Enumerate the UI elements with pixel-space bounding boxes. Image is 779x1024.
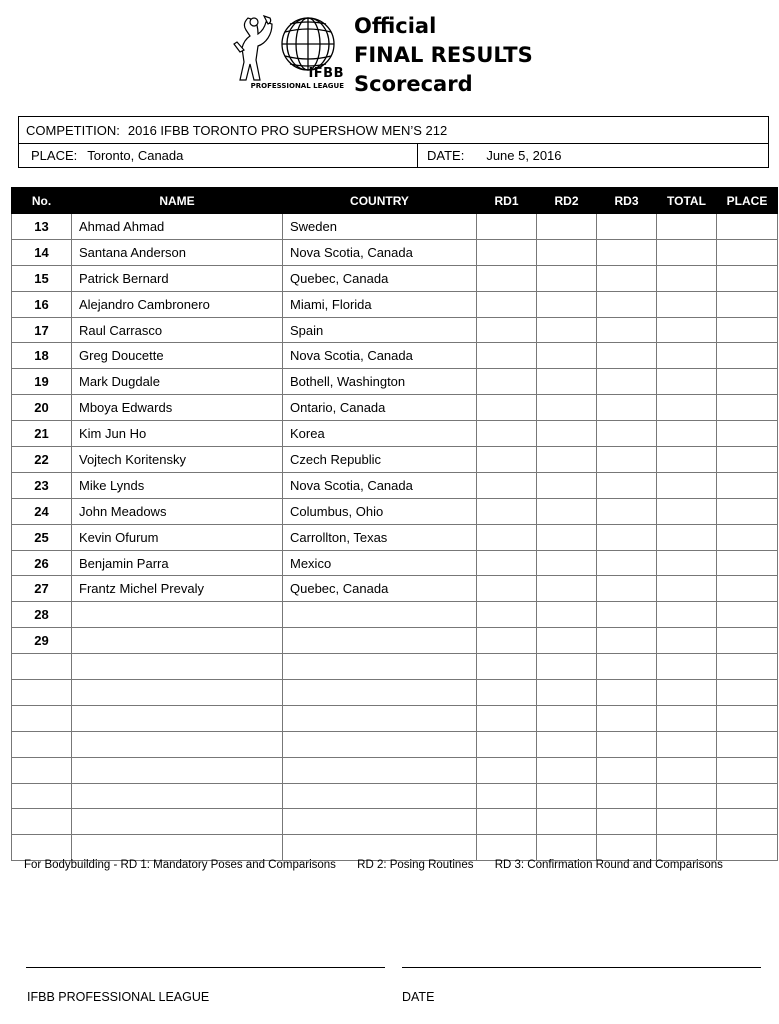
competitor-name: Kevin Ofurum <box>72 524 283 550</box>
score-place <box>717 291 778 317</box>
competitor-country <box>283 705 477 731</box>
competitor-name: Frantz Michel Prevaly <box>72 576 283 602</box>
date-value: June 5, 2016 <box>486 148 562 163</box>
competitor-number: 17 <box>12 317 72 343</box>
score-rd3 <box>597 550 657 576</box>
competitor-name: Santana Anderson <box>72 239 283 265</box>
score-total <box>657 757 717 783</box>
competitor-country: Bothell, Washington <box>283 369 477 395</box>
competitor-country: Ontario, Canada <box>283 395 477 421</box>
score-total <box>657 421 717 447</box>
competitor-number <box>12 783 72 809</box>
score-rd2 <box>537 214 597 240</box>
score-rd1 <box>477 395 537 421</box>
competitor-country: Korea <box>283 421 477 447</box>
score-rd2 <box>537 291 597 317</box>
score-total <box>657 783 717 809</box>
score-rd3 <box>597 809 657 835</box>
logo-league: PROFESSIONAL LEAGUE <box>250 82 344 90</box>
score-place <box>717 705 778 731</box>
score-total <box>657 265 717 291</box>
table-row <box>12 239 778 265</box>
score-rd1 <box>477 809 537 835</box>
score-rd2 <box>537 550 597 576</box>
table-row <box>12 783 778 809</box>
competitor-country: Nova Scotia, Canada <box>283 239 477 265</box>
score-rd2 <box>537 680 597 706</box>
score-rd3 <box>597 239 657 265</box>
competitor-number: 26 <box>12 550 72 576</box>
col-country: COUNTRY <box>283 188 477 214</box>
competitor-country <box>283 602 477 628</box>
score-total <box>657 524 717 550</box>
competitor-name <box>72 731 283 757</box>
score-rd1 <box>477 576 537 602</box>
score-rd2 <box>537 628 597 654</box>
score-rd1 <box>477 680 537 706</box>
score-rd3 <box>597 447 657 473</box>
score-total <box>657 835 717 861</box>
score-total <box>657 447 717 473</box>
score-rd2 <box>537 602 597 628</box>
table-row <box>12 317 778 343</box>
competitor-country: Nova Scotia, Canada <box>283 472 477 498</box>
score-total <box>657 214 717 240</box>
table-row <box>12 731 778 757</box>
score-rd1 <box>477 498 537 524</box>
col-no: No. <box>12 188 72 214</box>
score-rd1 <box>477 343 537 369</box>
score-rd3 <box>597 214 657 240</box>
score-rd1 <box>477 783 537 809</box>
col-rd3: RD3 <box>597 188 657 214</box>
footnote-rd2: RD 2: Posing Routines <box>357 859 474 871</box>
score-rd1 <box>477 524 537 550</box>
score-rd1 <box>477 291 537 317</box>
score-place <box>717 680 778 706</box>
competitor-name <box>72 680 283 706</box>
score-rd2 <box>537 705 597 731</box>
table-row <box>12 705 778 731</box>
table-row <box>12 835 778 861</box>
table-row <box>12 602 778 628</box>
competitor-number <box>12 705 72 731</box>
score-rd2 <box>537 317 597 343</box>
title-line-2: FINAL RESULTS <box>354 43 533 67</box>
globe-icon <box>282 18 334 70</box>
table-row <box>12 343 778 369</box>
score-rd3 <box>597 731 657 757</box>
score-place <box>717 472 778 498</box>
table-row <box>12 628 778 654</box>
competitor-name: Raul Carrasco <box>72 317 283 343</box>
competitor-number: 14 <box>12 239 72 265</box>
title-line-1: Official <box>354 14 437 38</box>
competitor-name: Greg Doucette <box>72 343 283 369</box>
table-row <box>12 214 778 240</box>
competitor-name: Mike Lynds <box>72 472 283 498</box>
col-name: NAME <box>72 188 283 214</box>
score-rd3 <box>597 317 657 343</box>
score-place <box>717 654 778 680</box>
score-place <box>717 498 778 524</box>
score-rd2 <box>537 809 597 835</box>
table-row <box>12 550 778 576</box>
table-row <box>12 395 778 421</box>
score-rd3 <box>597 576 657 602</box>
score-rd2 <box>537 343 597 369</box>
competitor-number <box>12 835 72 861</box>
competitor-name: Alejandro Cambronero <box>72 291 283 317</box>
score-rd3 <box>597 835 657 861</box>
score-total <box>657 498 717 524</box>
score-rd1 <box>477 705 537 731</box>
score-place <box>717 835 778 861</box>
score-rd2 <box>537 835 597 861</box>
score-total <box>657 680 717 706</box>
score-rd2 <box>537 395 597 421</box>
score-rd3 <box>597 524 657 550</box>
score-rd1 <box>477 447 537 473</box>
score-total <box>657 731 717 757</box>
competitor-country: Columbus, Ohio <box>283 498 477 524</box>
score-rd3 <box>597 343 657 369</box>
score-rd1 <box>477 472 537 498</box>
competitor-name <box>72 705 283 731</box>
results-table <box>11 187 778 861</box>
score-rd1 <box>477 214 537 240</box>
score-rd1 <box>477 835 537 861</box>
score-rd3 <box>597 654 657 680</box>
score-rd1 <box>477 239 537 265</box>
place-date-row <box>19 143 768 168</box>
score-total <box>657 395 717 421</box>
competitor-country: Sweden <box>283 214 477 240</box>
col-place: PLACE <box>717 188 778 214</box>
table-row <box>12 369 778 395</box>
score-place <box>717 421 778 447</box>
score-total <box>657 576 717 602</box>
score-place <box>717 757 778 783</box>
competitor-number: 16 <box>12 291 72 317</box>
competitor-country: Mexico <box>283 550 477 576</box>
place-value: Toronto, Canada <box>87 148 184 163</box>
table-row <box>12 472 778 498</box>
score-rd2 <box>537 447 597 473</box>
competitor-country <box>283 680 477 706</box>
table-row <box>12 265 778 291</box>
score-rd3 <box>597 472 657 498</box>
logo-brand: IFBB <box>308 66 344 81</box>
score-rd2 <box>537 369 597 395</box>
score-rd1 <box>477 317 537 343</box>
competitor-name <box>72 757 283 783</box>
table-row <box>12 757 778 783</box>
competitor-number: 13 <box>12 214 72 240</box>
score-rd3 <box>597 680 657 706</box>
competitor-name <box>72 783 283 809</box>
competitor-number: 18 <box>12 343 72 369</box>
competitor-number: 23 <box>12 472 72 498</box>
signature-label-right: DATE <box>402 990 435 1004</box>
score-rd3 <box>597 291 657 317</box>
score-rd2 <box>537 576 597 602</box>
competitor-name <box>72 654 283 680</box>
competitor-name: Patrick Bernard <box>72 265 283 291</box>
score-rd2 <box>537 498 597 524</box>
competitor-number: 21 <box>12 421 72 447</box>
competitor-country: Nova Scotia, Canada <box>283 343 477 369</box>
score-rd3 <box>597 369 657 395</box>
table-row <box>12 447 778 473</box>
score-rd2 <box>537 654 597 680</box>
competitor-name <box>72 628 283 654</box>
score-rd3 <box>597 705 657 731</box>
score-place <box>717 265 778 291</box>
competitor-country <box>283 731 477 757</box>
score-rd1 <box>477 731 537 757</box>
table-row <box>12 498 778 524</box>
score-rd1 <box>477 654 537 680</box>
score-rd3 <box>597 498 657 524</box>
score-rd3 <box>597 783 657 809</box>
footnote-rd3: RD 3: Confirmation Round and Comparisons <box>494 859 723 871</box>
score-total <box>657 369 717 395</box>
col-rd2: RD2 <box>537 188 597 214</box>
competitor-number: 20 <box>12 395 72 421</box>
competition-label: COMPETITION: <box>26 122 120 138</box>
score-rd1 <box>477 369 537 395</box>
score-rd2 <box>537 472 597 498</box>
score-rd3 <box>597 628 657 654</box>
title-line-3: Scorecard <box>354 72 473 96</box>
competitor-country: Quebec, Canada <box>283 265 477 291</box>
score-place <box>717 524 778 550</box>
table-row <box>12 421 778 447</box>
score-place <box>717 343 778 369</box>
competitor-number: 24 <box>12 498 72 524</box>
score-total <box>657 705 717 731</box>
date-label: DATE: <box>427 148 465 163</box>
score-total <box>657 239 717 265</box>
score-rd1 <box>477 265 537 291</box>
competitor-number: 29 <box>12 628 72 654</box>
score-rd3 <box>597 757 657 783</box>
competitor-number: 27 <box>12 576 72 602</box>
signature-line-right <box>402 967 761 968</box>
page-title <box>354 12 533 99</box>
score-place <box>717 576 778 602</box>
footnote-rd1: For Bodybuilding - RD 1: Mandatory Poses and Comparisons <box>24 859 336 871</box>
score-rd2 <box>537 757 597 783</box>
competition-value: 2016 IFBB TORONTO PRO SUPERSHOW MEN’S 212 <box>127 122 448 138</box>
score-rd2 <box>537 239 597 265</box>
competitor-name: John Meadows <box>72 498 283 524</box>
col-total: TOTAL <box>657 188 717 214</box>
score-rd2 <box>537 265 597 291</box>
score-place <box>717 239 778 265</box>
competitor-name: Mark Dugdale <box>72 369 283 395</box>
competitor-country: Czech Republic <box>283 447 477 473</box>
place-label: PLACE: <box>31 148 78 163</box>
score-place <box>717 783 778 809</box>
score-rd2 <box>537 731 597 757</box>
competitor-country <box>283 654 477 680</box>
score-total <box>657 654 717 680</box>
table-row <box>12 576 778 602</box>
score-place <box>717 395 778 421</box>
competitor-number: 22 <box>12 447 72 473</box>
score-place <box>717 602 778 628</box>
competitor-country <box>283 757 477 783</box>
competitor-country <box>283 809 477 835</box>
score-rd3 <box>597 421 657 447</box>
competition-row <box>19 117 768 144</box>
table-row <box>12 291 778 317</box>
table-row <box>12 680 778 706</box>
competitor-name: Mboya Edwards <box>72 395 283 421</box>
score-total <box>657 628 717 654</box>
table-row <box>12 524 778 550</box>
table-row <box>12 809 778 835</box>
competitor-number <box>12 731 72 757</box>
competitor-name: Ahmad Ahmad <box>72 214 283 240</box>
score-total <box>657 472 717 498</box>
score-place <box>717 731 778 757</box>
score-rd2 <box>537 783 597 809</box>
competitor-country <box>283 835 477 861</box>
score-place <box>717 447 778 473</box>
competitor-number: 15 <box>12 265 72 291</box>
score-total <box>657 343 717 369</box>
table-header <box>12 188 778 214</box>
score-rd3 <box>597 395 657 421</box>
competitor-name <box>72 809 283 835</box>
score-rd3 <box>597 602 657 628</box>
signature-line-left <box>26 967 385 968</box>
col-rd1: RD1 <box>477 188 537 214</box>
competitor-country <box>283 628 477 654</box>
competitor-name <box>72 602 283 628</box>
score-rd1 <box>477 602 537 628</box>
round-footnote <box>24 859 723 871</box>
competitor-number <box>12 654 72 680</box>
table-row <box>12 654 778 680</box>
competitor-number: 28 <box>12 602 72 628</box>
competitor-name: Vojtech Koritensky <box>72 447 283 473</box>
score-place <box>717 369 778 395</box>
competitor-country <box>283 783 477 809</box>
score-place <box>717 214 778 240</box>
competitor-number: 19 <box>12 369 72 395</box>
score-place <box>717 317 778 343</box>
score-total <box>657 602 717 628</box>
score-rd1 <box>477 757 537 783</box>
competitor-name: Benjamin Parra <box>72 550 283 576</box>
signature-label-left: IFBB PROFESSIONAL LEAGUE <box>27 990 210 1004</box>
competitor-name <box>72 835 283 861</box>
competitor-number <box>12 680 72 706</box>
score-total <box>657 809 717 835</box>
score-place <box>717 628 778 654</box>
competition-info-box <box>18 116 769 168</box>
score-rd1 <box>477 550 537 576</box>
score-rd2 <box>537 524 597 550</box>
results-body <box>12 214 778 861</box>
score-rd3 <box>597 265 657 291</box>
score-total <box>657 550 717 576</box>
competitor-country: Quebec, Canada <box>283 576 477 602</box>
score-rd1 <box>477 421 537 447</box>
competitor-country: Carrollton, Texas <box>283 524 477 550</box>
competitor-number <box>12 809 72 835</box>
score-place <box>717 809 778 835</box>
competitor-country: Miami, Florida <box>283 291 477 317</box>
competitor-country: Spain <box>283 317 477 343</box>
competitor-number <box>12 757 72 783</box>
competitor-name: Kim Jun Ho <box>72 421 283 447</box>
score-rd2 <box>537 421 597 447</box>
score-rd1 <box>477 628 537 654</box>
score-place <box>717 550 778 576</box>
score-total <box>657 291 717 317</box>
competitor-number: 25 <box>12 524 72 550</box>
score-total <box>657 317 717 343</box>
